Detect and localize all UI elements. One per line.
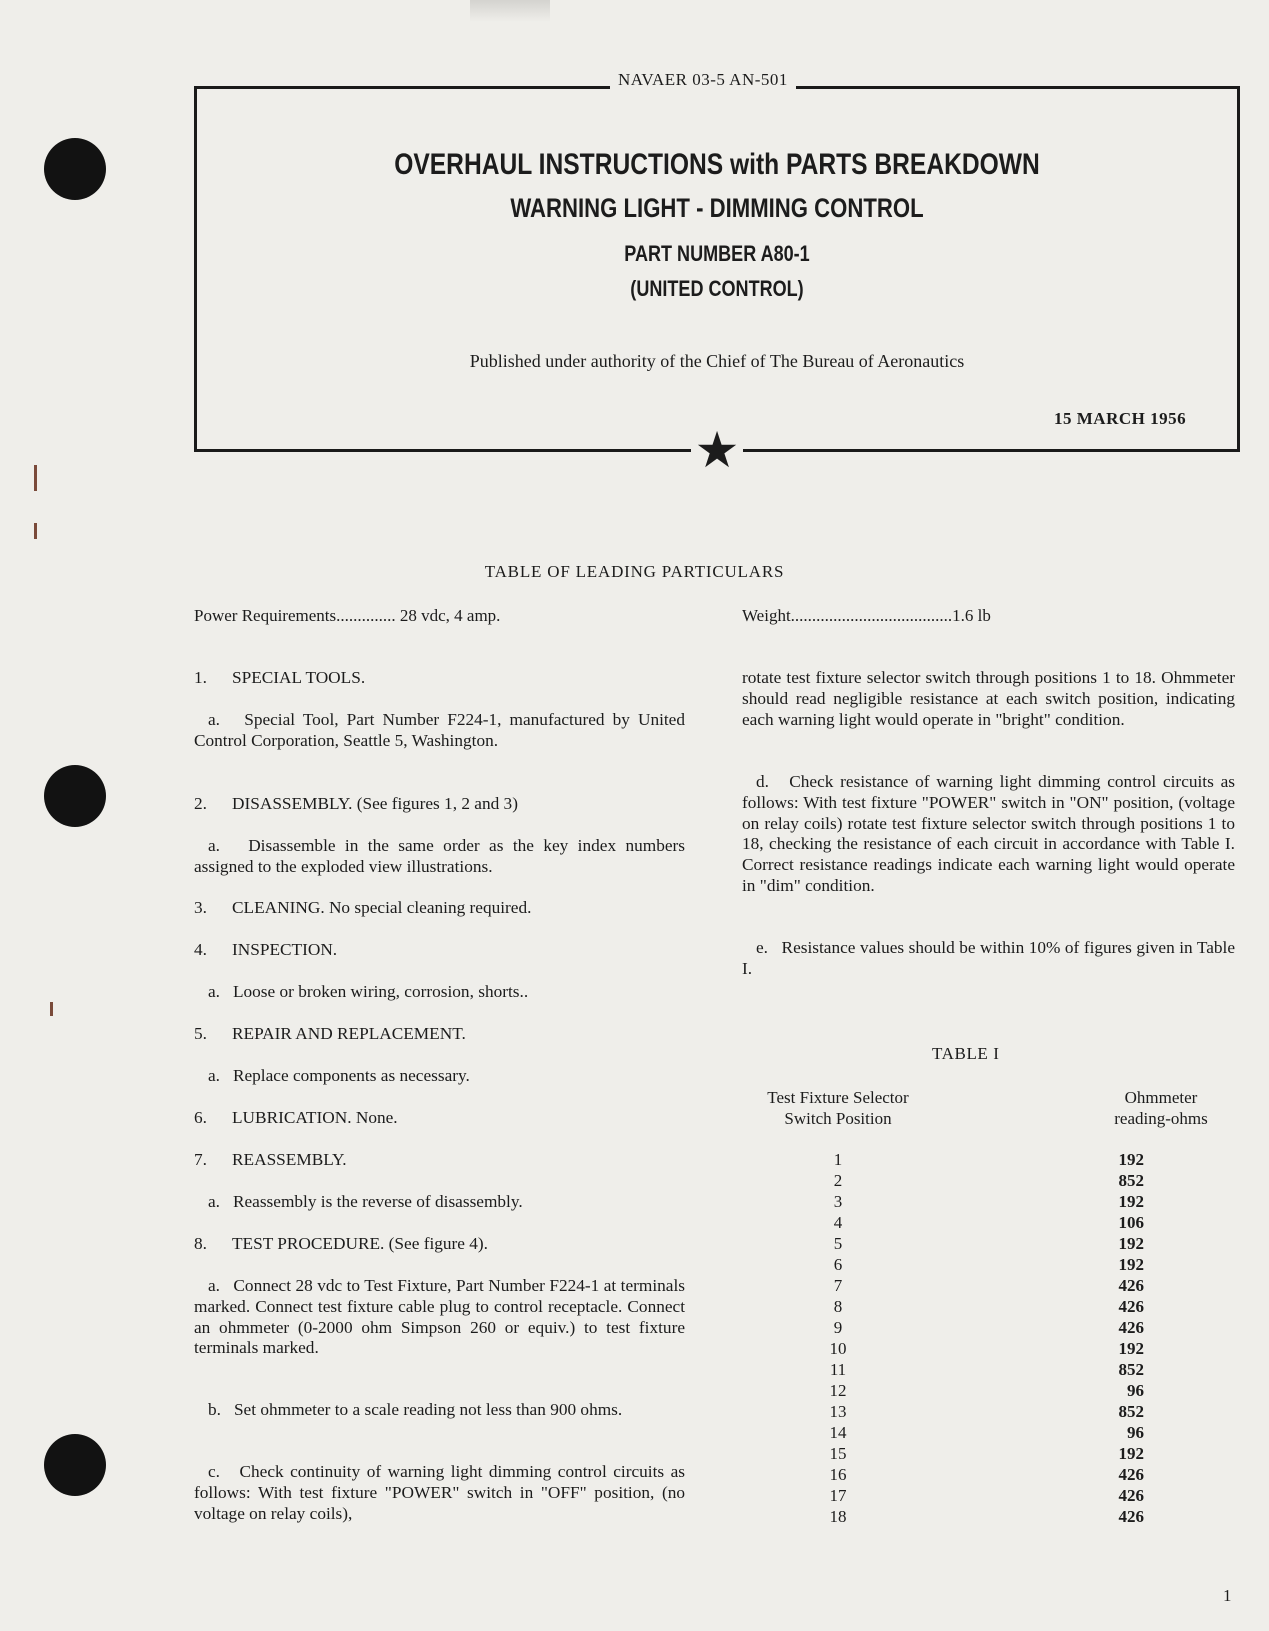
page-number: 1 [1223,1586,1232,1605]
binder-hole-middle [44,765,106,827]
paragraph: a. Special Tool, Part Number F224-1, manufactured by United Control Corporation, Seattle 5, Washington. [194,710,685,750]
section-heading: 4. INSPECTION. [194,940,338,959]
doc-number: NAVAER 03-5 AN-501 [610,70,796,90]
binder-hole-bottom [44,1434,106,1496]
authority-line: Published under authority of the Chief of The Bureau of Aeronautics [469,351,965,371]
table-1-col-header-position: Test Fixture Selector Switch Position [767,1088,909,1128]
weight: Weight......................................1.6 lb [742,606,991,625]
section-heading: 2. DISASSEMBLY. (See figures 1, 2 and 3) [194,794,518,813]
section-heading: 5. REPAIR AND REPLACEMENT. [194,1024,466,1043]
manufacturer: (UNITED CONTROL) [630,276,804,301]
header-box [194,86,1240,452]
margin-mark [50,1002,53,1016]
margin-mark [34,523,37,539]
section-heading: 1. SPECIAL TOOLS. [194,668,366,687]
title-line-2: WARNING LIGHT - DIMMING CONTROL [510,193,924,223]
page-top-shadow [470,0,550,22]
left-column [194,668,685,1528]
section-heading: 6. LUBRICATION. None. [194,1108,398,1127]
right-column [742,668,1235,988]
section-heading: 8. TEST PROCEDURE. (See figure 4). [194,1234,488,1253]
part-number: PART NUMBER A80-1 [624,241,810,266]
star-icon: ★ [691,424,743,476]
paragraph: a. Connect 28 vdc to Test Fixture, Part Number F224-1 at terminals marked. Connect test fixture cable plug to control receptacle. Connect an ohmmeter (0-2000 ohm Simpson 260 or equiv.) to test fixture terminals marked. [194,1276,685,1358]
paragraph: a. Loose or broken wiring, corrosion, shorts.. [208,982,529,1001]
section-heading: 7. REASSEMBLY. [194,1150,347,1169]
paragraph: a. Replace components as necessary. [208,1066,470,1085]
paragraph: a. Disassemble in the same order as the key index numbers assigned to the exploded view illustrations. [194,836,685,876]
publication-date: 15 MARCH 1956 [1054,409,1187,428]
paragraph: a. Reassembly is the reverse of disassembly. [208,1192,523,1211]
paragraph: b. Set ohmmeter to a scale reading not less than 900 ohms. [208,1400,623,1419]
leading-particulars-title: TABLE OF LEADING PARTICULARS [484,562,785,581]
paragraph: rotate test fixture selector switch through positions 1 to 18. Ohmmeter should read negligible resistance at each switch position, indicating each warning light would operate in "bright" condition. [742,668,1235,729]
table-1-col-header-ohms: Ohmmeter reading-ohms [1114,1088,1208,1128]
section-heading: 3. CLEANING. No special cleaning required. [194,898,532,917]
paragraph: c. Check continuity of warning light dimming control circuits as follows: With test fixture "POWER" switch in "OFF" position, (no voltage on relay coils), [194,1462,685,1523]
paragraph: e. Resistance values should be within 10% of figures given in Table I. [742,938,1236,978]
binder-hole-top [44,138,106,200]
table-1-title: TABLE I [932,1044,1000,1063]
paragraph: d. Check resistance of warning light dimming control circuits as follows: With test fixture "POWER" switch in "ON" position, (voltage on relay coils) rotate test fixture selector switch through positions 1 to 18, checking the resistance of each circuit in accordance with Table I. Correct resistance readings indicate each warning light would operate in "dim" condition. [742,772,1235,895]
margin-mark [34,465,37,491]
title-line-1: OVERHAUL INSTRUCTIONS with PARTS BREAKDOWN [394,148,1040,181]
power-requirements: Power Requirements.............. 28 vdc, 4 amp. [194,606,501,625]
